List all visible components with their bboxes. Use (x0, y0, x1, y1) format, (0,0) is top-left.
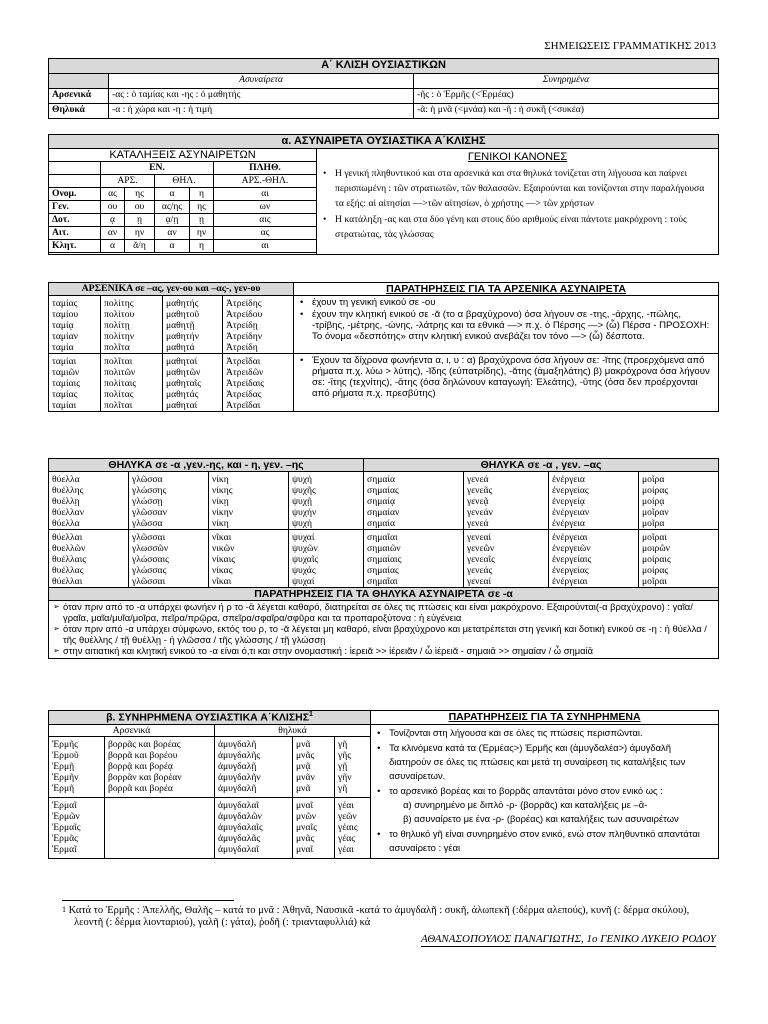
paradigm-sing: σημαία σημαίας σημαίᾳ σημαίαν σημαία (364, 472, 464, 530)
thilyka-table (48, 458, 719, 659)
header-en: ΕΝ. (101, 162, 214, 175)
general-rule: • Η κατάληξη -ας και στα δύο γένη και στους δύο αριθμούς είναι πάντοτε μακρόχρονη : τοὺς στρατιώτας, τὰς γλώσσας (321, 213, 714, 243)
paradigm-plur: Ἑρμαῖ Ἑρμῶν Ἑρμαῖς Ἑρμᾶς Ἑρμαῖ (49, 797, 105, 858)
case-label: Ονομ. (49, 188, 101, 201)
declension-overview-table (48, 58, 719, 119)
page-header: ΣΗΜΕΙΩΣΕΙΣ ΓΡΑΜΜΑΤΙΚΗΣ 2013 (544, 40, 716, 52)
paradigm-plur: ταμίαι ταμιῶν ταμίαις ταμίας ταμίαι (49, 354, 101, 412)
ending-cell: α (101, 240, 125, 253)
paradigm-plur: γλῶσσαι γλωσσῶν γλώσσαις γλώσσας γλῶσσαι (129, 530, 209, 588)
arsenika-note: • έχουν τη γενική ενικού σε -ου (298, 297, 714, 308)
thilyka-note: ➢ όταν πριν από το -α υπάρχει φωνήεν ή ρ το -ᾱ λέγεται καθαρό, διατηρείται σε όλες τις πτώσεις και είναι μακρόχρονο. Εξαιρούνται(-α βραχύχρονο) : γαῖα/γραῖα, μαῖα/μυῖα/μοῖρα, πεῖρα/πρῷρα, σπεῖρα/σφαῖρα/σφῦρα και τα προπαροξύτονα : ἡ εὐγένεια (53, 602, 714, 624)
footnote-rule (62, 900, 234, 901)
thilyka-synirimena: -ᾶ: ἡ μνᾶ (<μνάα) και -ῆ : ἡ συκῆ (<συκέα) (414, 104, 719, 119)
general-rule: • Η γενική πληθυντικού και στα αρσενικά και στα θηλυκά τονίζεται στη λήγουσα και παίρνει περισπωμένη : τῶν στρατιωτῶν, τῶν θαλασσῶν. Εξαιρούνται και τονίζονται στην παραλήγουσα τα εξής: αἱ αἰτησίαι —>τῶν αἰτησίων, ὁ χρήστης —> τῶν χρήστων (321, 167, 714, 212)
paradigm-plur: γενεαί γενεῶν γενεαῖς γενεάς γενεαί (464, 530, 549, 588)
paradigm-plur: θύελλαι θυελλῶν θυέλλαις θυέλλας θύελλαι (49, 530, 129, 588)
paradigm-plur: μαθηταί μαθητῶν μαθηταῖς μαθητάς μαθηταί (163, 354, 223, 412)
paradigm-sing: πολίτης πολίτου πολίτῃ πολίτην πολῖτα (101, 296, 163, 354)
arsenika-table (48, 282, 719, 412)
case-label: Γεν. (49, 201, 101, 214)
synirimena-subnote: β) ασυναίρετο με ένα -ρ- (βορέας) και καταλήξεις των ασυναιρέτων (403, 813, 679, 825)
ending-cell: ῃ (125, 214, 155, 227)
row-label-thilyka: Θηλυκά (49, 104, 109, 119)
col-asynaireta: Ασυναίρετα (109, 74, 414, 89)
thilyka-asynaireta: -α : ἡ χώρα και -η : ἡ τιμή (109, 104, 414, 119)
ending-cell: ας (214, 227, 317, 240)
ending-cell: ας/ης (155, 201, 190, 214)
ending-cell: ᾳ/ῃ (155, 214, 190, 227)
case-label: Δοτ. (49, 214, 101, 227)
thilyka-note: ➢ στην αιτιατική και κλητική ενικού το -α είναι ό,τι και στην ονομαστική : ἱερειᾰ >> ἱέρειᾰν / ὦ ἱέρειᾰ - σημαιᾱ >> σημαίαν / ὦ σημαίᾱ (53, 646, 714, 657)
paradigm-sing: θύελλα θυέλλης θυέλλῃ θύελλαν θύελλα (49, 472, 129, 530)
paradigm-plur: γέαι γεῶν γέαις γέας γέαι (335, 797, 371, 858)
paradigm-sing: γλῶσσα γλώσσης γλώσσῃ γλῶσσαν γλῶσσα (129, 472, 209, 530)
paradigm-sing: Ἀτρείδης Ἀτρείδου Ἀτρείδῃ Ἀτρείδην Ἀτρείδη (223, 296, 294, 354)
ending-cell: α (155, 240, 190, 253)
ending-cell: ᾳ (101, 214, 125, 227)
ending-cell: ην (125, 227, 155, 240)
arsenika-asynaireta: -ας : ὁ ταμίας και -ης : ὁ μαθητής (109, 89, 414, 104)
arsenika-notes-title: ΠΑΡΑΤΗΡΗΣΕΙΣ ΓΙΑ ΤΑ ΑΡΣΕΝΙΚΑ ΑΣΥΝΑΙΡΕΤΑ (294, 283, 719, 296)
ending-cell: ου (125, 201, 155, 214)
ending-cell: αις (214, 214, 317, 227)
arsenika-note: • έχουν την κλητική ενικού σε -ᾰ (το α βραχύχρονο) όσα λήγουν σε -της, -άρχης, -πώλης, -τρίβης, -μέτρης, -ώνης, -λάτρης και τα εθνικά —> π.χ. ὁ Πέρσης —> (ὦ) Πέρσα - ΠΡΟΣΟΧΗ: Το όνομα «δεσπότης» στην κλητική ενικού ανεβάζει τον τόνο —> (ὦ) δέσποτα. (298, 309, 714, 342)
ending-cell: ην (190, 227, 214, 240)
header-thil: ΘΗΛ. (155, 175, 214, 188)
synirimena-note: • το θηλυκό γῆ είναι συνηρημένο στον ενικό, ενώ στον πληθυντικό απαντάται ασυναίρετο : γέαι (375, 827, 714, 855)
ending-cell: αν (101, 227, 125, 240)
paradigm-plur: μοῖραι μοιρῶν μοίραις μοίρας μοῖραι (639, 530, 719, 588)
paradigm-sing: μοῖρα μοίρας μοίρᾳ μοῖραν μοῖρα (639, 472, 719, 530)
synirimena-title: β. ΣΥΝΗΡΗΜΕΝΑ ΟΥΣΙΑΣΤΙΚΑ Α΄ΚΛΙΣΗΣ$^1$ (49, 711, 371, 725)
ending-cell: αι (214, 188, 317, 201)
paradigm-plur: σημαῖαι σημαιῶν σημαίαις σημαίας σημαῖαι (364, 530, 464, 588)
thilyka-notes-title: ΠΑΡΑΤΗΡΗΣΕΙΣ ΓΙΑ ΤΑ ΘΗΛΥΚΑ ΑΣΥΝΑΙΡΕΤΑ σε -α (49, 588, 719, 601)
synirimena-note: • Τονίζονται στη λήγουσα και σε όλες τις πτώσεις περισπῶνται. (375, 726, 714, 740)
paradigm-sing: Ἑρμῆς Ἑρμοῦ Ἑρμῇ Ἑρμῆν Ἑρμῆ (49, 737, 105, 798)
synirimena-table (48, 710, 719, 859)
col-synirimena: Συνηρημένα (414, 74, 719, 89)
ending-cell: α (155, 188, 190, 201)
ending-cell: ης (190, 201, 214, 214)
paradigm-plur: μναῖ μνῶν μναῖς μνᾶς μναῖ (293, 797, 335, 858)
paradigm-sing: βορρᾶς και βορέας βορρᾶ και βορέου βορρᾷ και βορέᾳ βορρᾶν και βορέαν βορρᾶ και βορέα (105, 737, 215, 798)
synirimena-subnote: α) συνηρημένο με διπλό -ρ- (βορρᾶς) και καταλήξεις με –ᾱ- (403, 799, 648, 811)
ending-cell: ᾰ/η (125, 240, 155, 253)
general-rules-title: ΓΕΝΙΚΟΙ ΚΑΝΟΝΕΣ (467, 150, 568, 163)
paradigm-plur: νῖκαι νικῶν νίκαις νίκας νῖκαι (209, 530, 289, 588)
case-label: Κλητ. (49, 240, 101, 253)
ending-cell: ης (125, 188, 155, 201)
arsenika-note: • Έχουν τα δίχρονα φωνήεντα α, ι, υ : α) βραχύχρονα όσα λήγουν σε: -ῐτης (προερχόμενα από ρήματα π.χ. λύω > λύτης), -ῐδης (εὐπατρίδης), -ᾰτης (ἀμαξηλάτης) β) μακρόχρονα όσα λήγουν σε: -ῑτης (τεχνίτης), -ᾱτης (όσα δηλώνουν καταγωγή: Ἐλεάτης), -ῡτης (όσα δεν προέρχονται από ρήματα π.χ. πρεσβύτης) (298, 355, 714, 399)
paradigm-sing: ἀμυγδαλῆ ἀμυγδαλῆς ἀμυγδαλῇ ἀμυγδαλῆν ἀμυγδαλῆ (215, 737, 293, 798)
ending-cell: η (190, 240, 214, 253)
paradigm-sing: μνᾶ μνᾶς μνᾷ μνᾶν μνᾶ (293, 737, 335, 798)
row-label-arsenika: Αρσενικά (49, 89, 109, 104)
col-arsenika: Αρσενικά (49, 724, 215, 737)
paradigm-sing: νίκη νίκης νίκῃ νίκην νίκη (209, 472, 289, 530)
header-ars: ΑΡΣ. (101, 175, 155, 188)
ending-cell: ας (101, 188, 125, 201)
overview-title: Α΄ ΚΛΙΣΗ ΟΥΣΙΑΣΤΙΚΩΝ (49, 59, 719, 74)
paradigm-plur: ἐνέργειαι ἐνεργειῶν ἐνεργείαις ἐνεργείας ἐνέργειαι (549, 530, 639, 588)
header-plith: ΠΛΗΘ. (214, 162, 317, 175)
thilyka-note: ➢ όταν πριν από -α υπάρχει σύμφωνο, εκτός του ρ, το -ᾰ λέγεται μη καθαρό, είναι βραχύχρονο και μετατρέπεται στη γενική και δοτική ενικού σε -η : ἡ θύελλα / τῆς θυέλλης / τῇ θυέλλῃ - ἡ γλῶσσα / τῆς γλώσσης / τῇ γλώσσῃ (53, 624, 714, 646)
page-footer: ΑΘΑΝΑΣΟΠΟΥΛΟΣ ΠΑΝΑΓΙΩΤΗΣ, 1ο ΓΕΝΙΚΟ ΛΥΚΕΙΟ ΡΟΔΟΥ (421, 933, 716, 945)
paradigm-sing: γῆ γῆς γῇ γῆν γῆ (335, 737, 371, 798)
ending-cell: η (190, 188, 214, 201)
synirimena-note: • το αρσενικό βορέας και το βορρᾶς απαντάται μόνο στον ενικό ως : α) συνηρημένο με διπλό -ρ- (βορρᾶς) και καταλήξεις με –ᾱ- β) ασυναίρετο με ένα -ρ- (βορέας) και καταλήξεις των ασυναιρέτων (375, 784, 714, 826)
case-label: Αιτ. (49, 227, 101, 240)
paradigm-sing: ψυχή ψυχῆς ψυχῇ ψυχήν ψυχή (289, 472, 364, 530)
header-ars-thil: ΑΡΣ.-ΘΗΛ. (214, 175, 317, 188)
paradigm-sing: γενεά γενεᾶς γενεᾷ γενεάν γενεά (464, 472, 549, 530)
paradigm-sing: μαθητής μαθητοῦ μαθητῇ μαθητήν μαθητά (163, 296, 223, 354)
arsenika-synirimena: -ῆς : ὁ Ἑρμῆς (<Ἑρμέας) (414, 89, 719, 104)
paradigm-plur: ἀμυγδαλαῖ ἀμυγδαλῶν ἀμυγδαλαῖς ἀμυγδαλᾶς ἀμυγδαλαῖ (215, 797, 293, 858)
asynaireta-title: α. ΑΣΥΝΑΙΡΕΤΑ ΟΥΣΙΑΣΤΙΚΑ Α΄ΚΛΙΣΗΣ (49, 135, 719, 149)
paradigm-sing: ἐνέργεια ἐνεργείας ἐνεργείᾳ ἐνέργειαν ἐνέργεια (549, 472, 639, 530)
paradigm-plur (105, 797, 215, 858)
asynaireta-endings-table (48, 134, 719, 255)
arsenika-title: ΑΡΣΕΝΙΚΑ σε –ας, γεν-ου και –ας-, γεν-ου (49, 283, 294, 296)
synirimena-note: • Τα κλινόμενα κατά τα (Ἑρμέας>) Ἑρμῆς και (ἀμυγδαλέα>) ἀμυγδαλῆ διατηρούν σε όλες τις πτώσεις και μετά τη συναίρεση τις καταλήξεις των ασυναίρετων. (375, 741, 714, 783)
thilyka-title-right: ΘΗΛΥΚΑ σε -α , γεν. –ας (364, 459, 719, 472)
ending-cell: ου (101, 201, 125, 214)
footnote: $^1$ Κατά το Ἑρμῆς : Ἀπελλῆς, Θαλῆς – κατά το μνᾶ : Ἀθηνᾶ, Ναυσικᾶ -κατά το ἀμυγδαλῆ : συκῆ, ἀλωπεκῆ (:δέρμα αλεπούς), κυνῆ (: δέρμα σκύλου), λεοντῆ (: δέρμα λιονταριού), γαλῆ (: γάτα), ῥοδῆ (: τριανταφυλλιά) κά (62, 905, 690, 929)
paradigm-plur: πολῖται πολιτῶν πολίταις πολίτας πολῖται (101, 354, 163, 412)
ending-cell: ῃ (190, 214, 214, 227)
col-thilyka: θηλυκά (215, 724, 371, 737)
ending-cell: αι (214, 240, 317, 253)
paradigm-plur: Ἀτρεῖδαι Ἀτρειδῶν Ἀτρείδαις Ἀτρείδας Ἀτρεῖδαι (223, 354, 294, 412)
synirimena-notes-title: ΠΑΡΑΤΗΡΗΣΕΙΣ ΓΙΑ ΤΑ ΣΥΝΗΡΗΜΕΝΑ (371, 711, 719, 725)
ending-cell: αν (155, 227, 190, 240)
endings-title: ΚΑΤΑΛΗΞΕΙΣ ΑΣΥΝΑΙΡΕΤΩΝ (49, 148, 317, 162)
thilyka-title-left: ΘΗΛΥΚΑ σε -α ,γεν.-ης, και - η, γεν. –ης (49, 459, 364, 472)
ending-cell: ων (214, 201, 317, 214)
paradigm-plur: ψυχαί ψυχῶν ψυχαῖς ψυχάς ψυχαί (289, 530, 364, 588)
paradigm-sing: ταμίας ταμίου ταμίᾳ ταμίαν ταμία (49, 296, 101, 354)
